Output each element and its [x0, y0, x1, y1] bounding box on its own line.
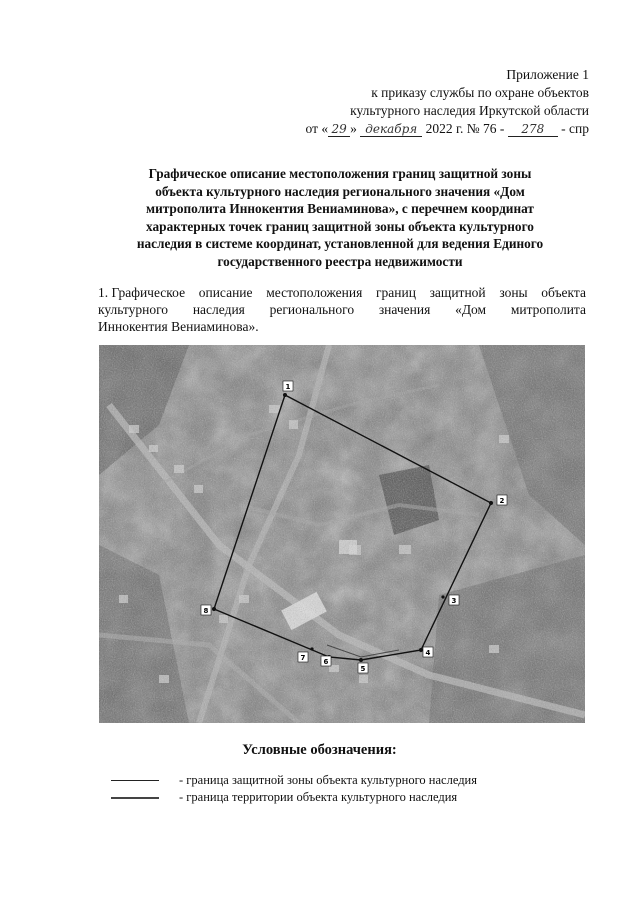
section-paragraph	[98, 284, 586, 335]
legend-label: - граница территории объекта культурного наследия	[179, 790, 458, 804]
year-and-number: 2022 г. № 76 -	[425, 121, 505, 136]
legend-title: Условные обозначения:	[242, 742, 397, 758]
svg-text:7: 7	[300, 654, 306, 662]
word: «Дом	[455, 302, 487, 317]
agency-name-line: культурного наследия Иркутской области	[350, 103, 589, 118]
svg-text:4: 4	[425, 649, 431, 657]
order-date-line	[306, 120, 589, 138]
legend-item-zone	[111, 773, 477, 788]
handwritten-month: декабря	[360, 122, 422, 137]
appendix-label: Приложение 1	[506, 67, 589, 82]
handwritten-day: 29	[328, 122, 350, 137]
word: культурного	[98, 302, 169, 317]
paragraph-line	[98, 301, 586, 318]
aerial-map	[99, 345, 585, 723]
title-line: характерных точек границ защитной зоны объекта культурного	[146, 218, 534, 234]
point-6	[321, 655, 331, 666]
legend-swatch-territory	[111, 797, 159, 799]
word: 1. Графическое	[98, 285, 186, 300]
date-prefix: от «	[305, 121, 329, 136]
svg-text:6: 6	[323, 658, 329, 666]
order-reference-line: к приказу службы по охране объектов	[371, 85, 589, 100]
word: местоположения	[266, 285, 363, 300]
svg-text:1: 1	[285, 383, 291, 391]
document-title	[100, 165, 580, 270]
legend-swatch-zone	[111, 780, 159, 781]
title-line: митрополита Иннокентия Вениаминова», с перечнем координат	[146, 201, 534, 216]
title-line: объекта культурного наследия регионального значения «Дом	[155, 183, 525, 199]
svg-text:3: 3	[451, 597, 457, 605]
svg-text:8: 8	[203, 607, 209, 615]
title-line: Графическое описание местоположения границ защитной зоны	[148, 166, 532, 181]
document-header	[306, 66, 589, 138]
word: регионального	[269, 302, 355, 317]
title-line: наследия в системе координат, установленной для ведения Единого	[136, 236, 544, 251]
paragraph-line	[98, 284, 586, 301]
word: защитной	[429, 285, 486, 300]
svg-text:2: 2	[499, 497, 505, 505]
paragraph-line: Иннокентия Вениаминова».	[98, 319, 259, 334]
word: значения	[378, 302, 431, 317]
word: границ	[375, 285, 416, 300]
title-line: государственного реестра недвижимости	[217, 253, 463, 269]
legend-item-territory	[111, 790, 457, 805]
svg-text:5: 5	[360, 665, 366, 673]
word: зоны	[499, 285, 528, 300]
satellite-imagery	[99, 345, 585, 723]
order-suffix: - спр	[561, 121, 589, 136]
word: митрополита	[510, 302, 586, 317]
word: описание	[198, 285, 253, 300]
legend-label: - граница защитной зоны объекта культурного наследия	[179, 773, 477, 787]
date-quote-close: »	[350, 121, 357, 136]
handwritten-order-number: 278	[508, 122, 558, 137]
word: объекта	[541, 285, 586, 300]
word: наследия	[192, 302, 245, 317]
